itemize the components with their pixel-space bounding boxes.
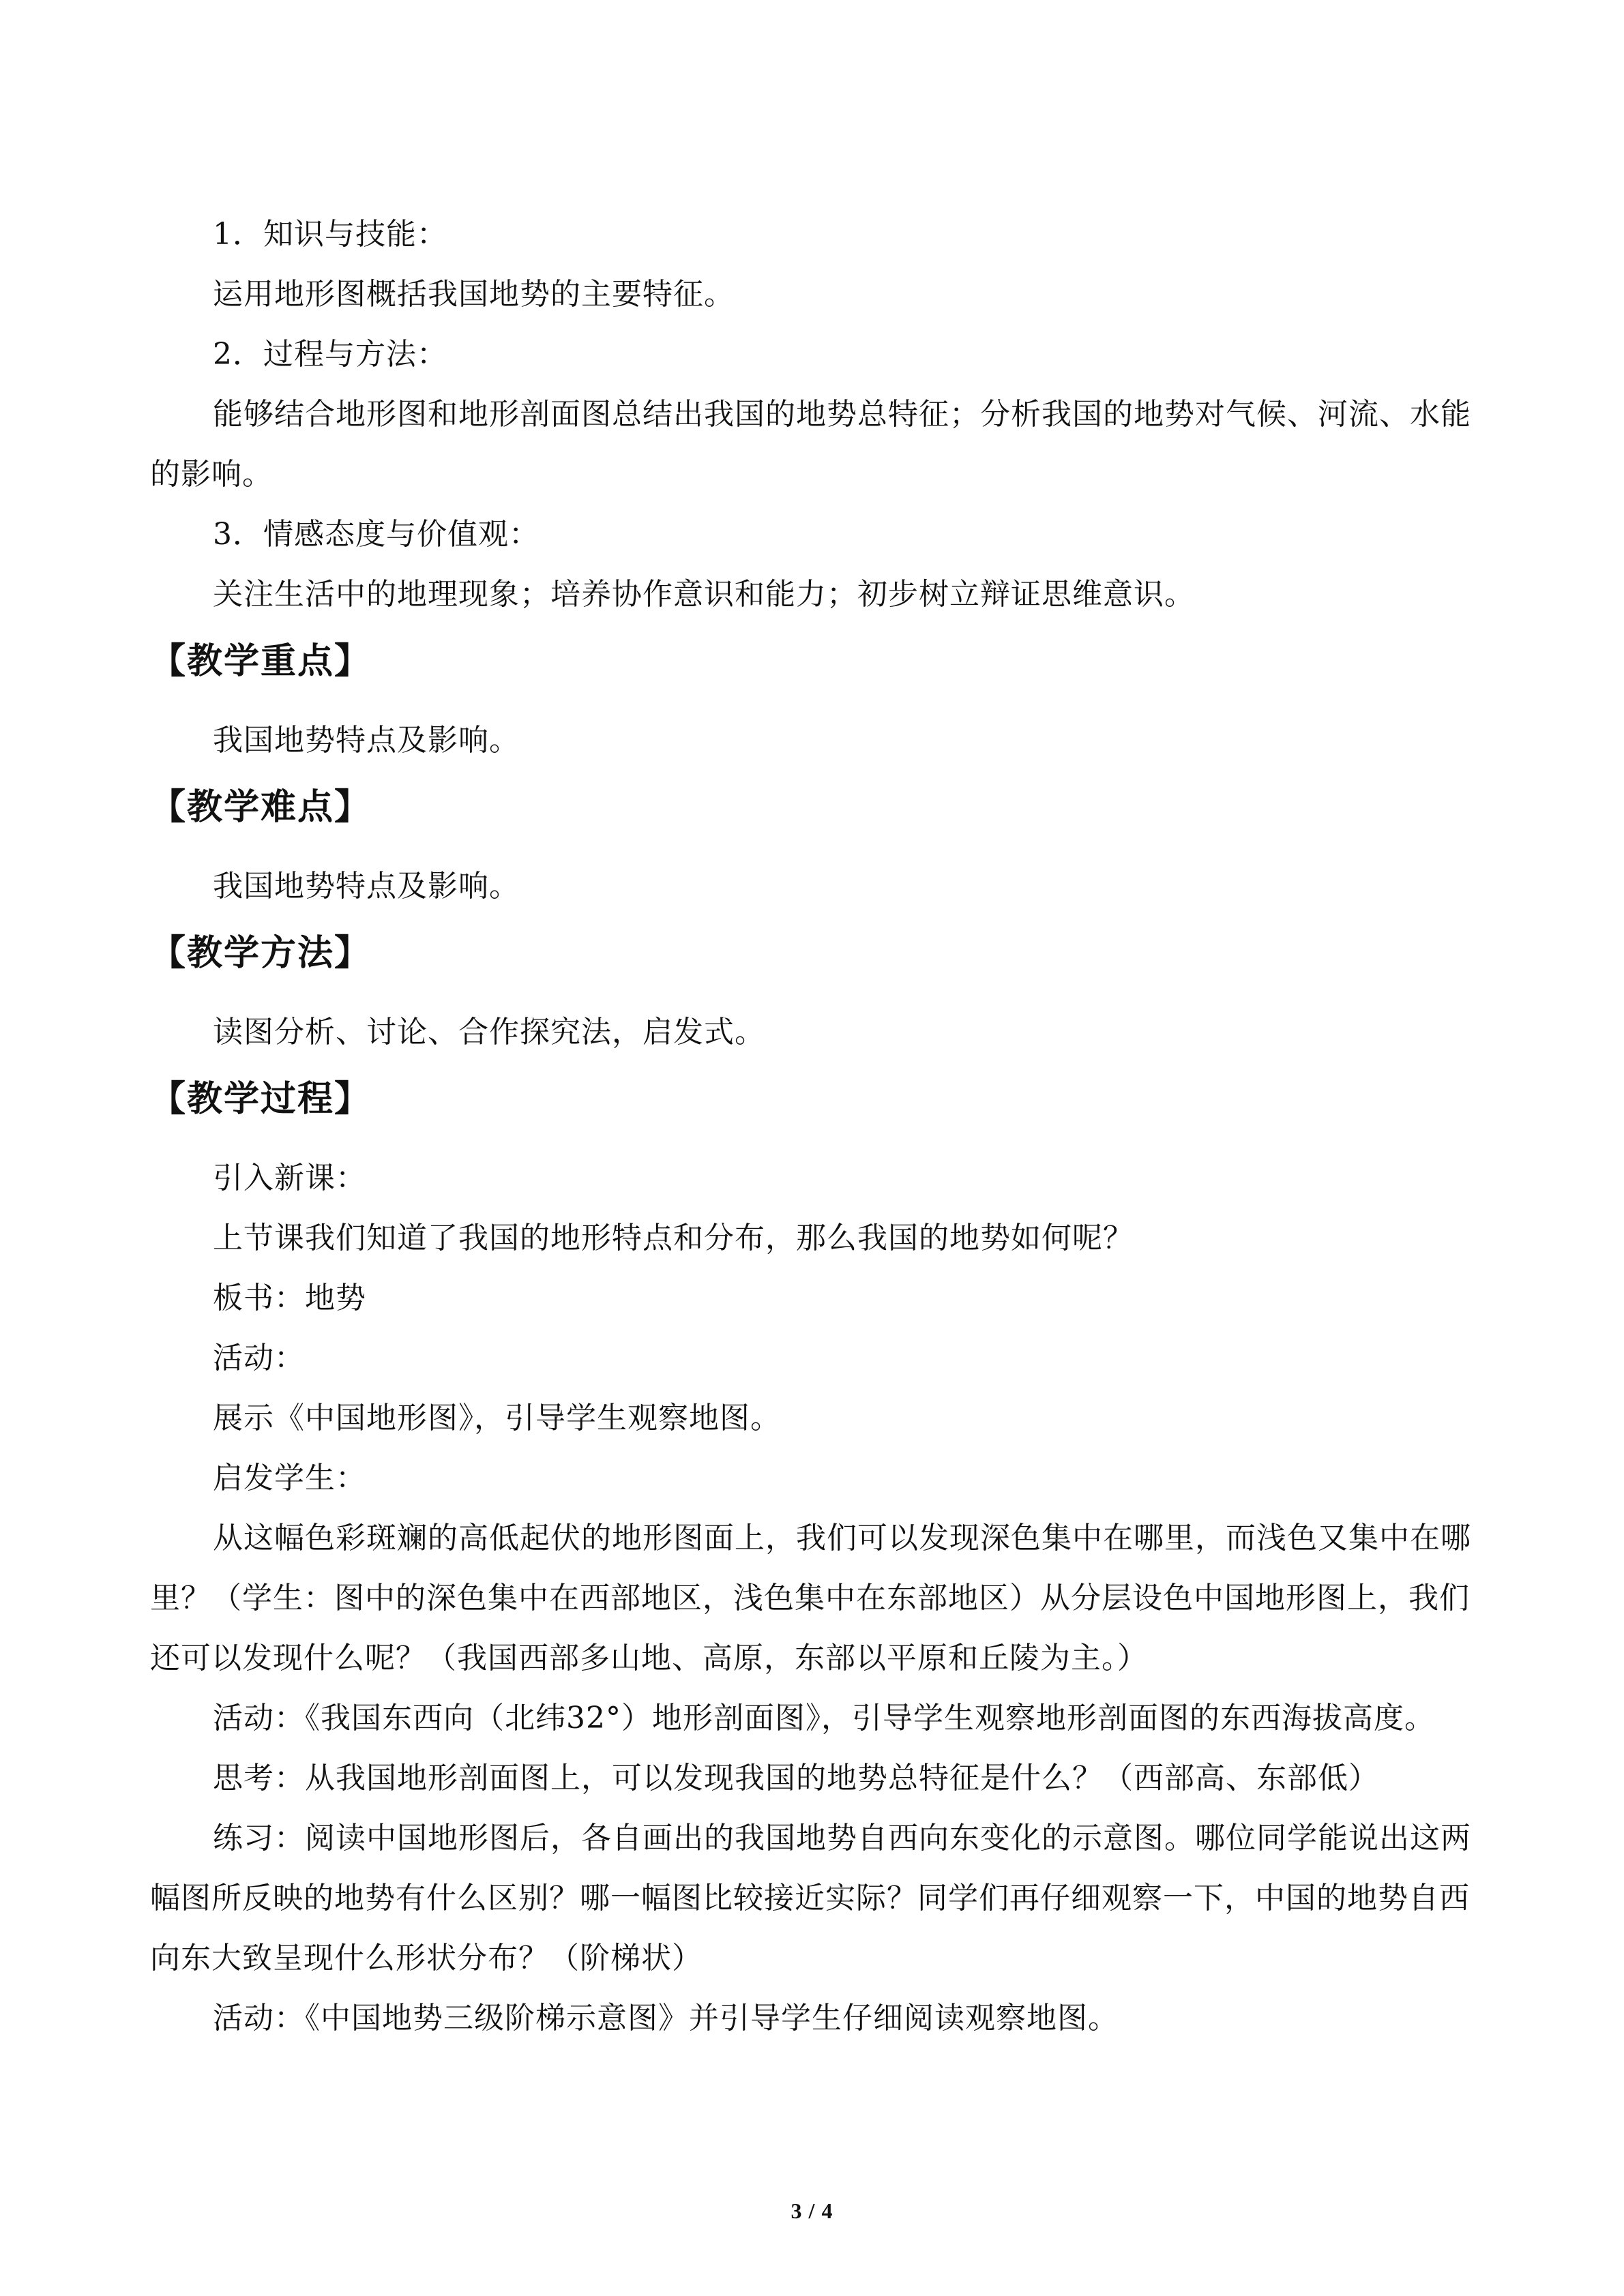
inspire-students-label: 启发学生： [213,1461,366,1495]
think-question: 思考：从我国地形剖面图上，可以发现我国的地势总特征是什么？（西部高、东部低） [213,1761,1379,1795]
activity-show-map: 展示《中国地形图》，引导学生观察地图。 [213,1401,781,1435]
section-heading-methods: 【教学方法】 [150,933,372,974]
objective-values-text: 关注生活中的地理现象；培养协作意识和能力；初步树立辩证思维意识。 [213,577,1195,612]
objective-knowledge-text: 运用地形图概括我国地势的主要特征。 [213,277,735,312]
practice-text: 练习：阅读中国地形图后，各自画出的我国地势自西向东变化的示意图。哪位同学能说出这两幅图所反映的地势有什么区别？哪一幅图比较接近实际？同学们再仔细观察一下，中国的地势自西向东大致呈现什么形状分布？（阶梯状） [150,1821,1471,1976]
objective-process-text: 能够结合地形图和地形剖面图总结出我国的地势总特征；分析我国的地势对气候、河流、水能的影响。 [150,397,1471,492]
inspire-students-text: 从这幅色彩斑斓的高低起伏的地形图面上，我们可以发现深色集中在哪里，而浅色又集中在哪里？（学生：图中的深色集中在西部地区，浅色集中在东部地区）从分层设色中国地形图上，我们还可以发现什么呢？（我国西部多山地、高原，东部以平原和丘陵为主。） [150,1521,1471,1675]
process-intro-label: 引入新课： [213,1161,366,1195]
blackboard-note: 板书：地势 [213,1281,366,1315]
section-heading-difficulties: 【教学难点】 [150,787,372,828]
activity-label: 活动： [213,1341,305,1375]
methods-text: 读图分析、讨论、合作探究法，启发式。 [213,1015,765,1049]
process-intro-text: 上节课我们知道了我国的地形特点和分布，那么我国的地势如何呢？ [213,1221,1134,1255]
section-heading-key-points: 【教学重点】 [150,641,372,682]
objective-knowledge-heading: 1．知识与技能： [213,217,447,252]
objective-process-heading: 2．过程与方法： [213,337,447,372]
document-body [150,205,1473,2048]
activity-three-steps: 活动：《中国地势三级阶梯示意图》并引导学生仔细阅读观察地图。 [213,2001,1119,2036]
difficulties-text: 我国地势特点及影响。 [213,869,520,904]
activity-profile-map: 活动：《我国东西向（北纬32°）地形剖面图》，引导学生观察地形剖面图的东西海拔高度。 [213,1701,1435,1735]
key-points-text: 我国地势特点及影响。 [213,723,520,758]
objective-values-heading: 3．情感态度与价值观： [213,517,540,552]
page-number: 3 / 4 [791,2198,833,2223]
section-heading-process: 【教学过程】 [150,1079,372,1120]
